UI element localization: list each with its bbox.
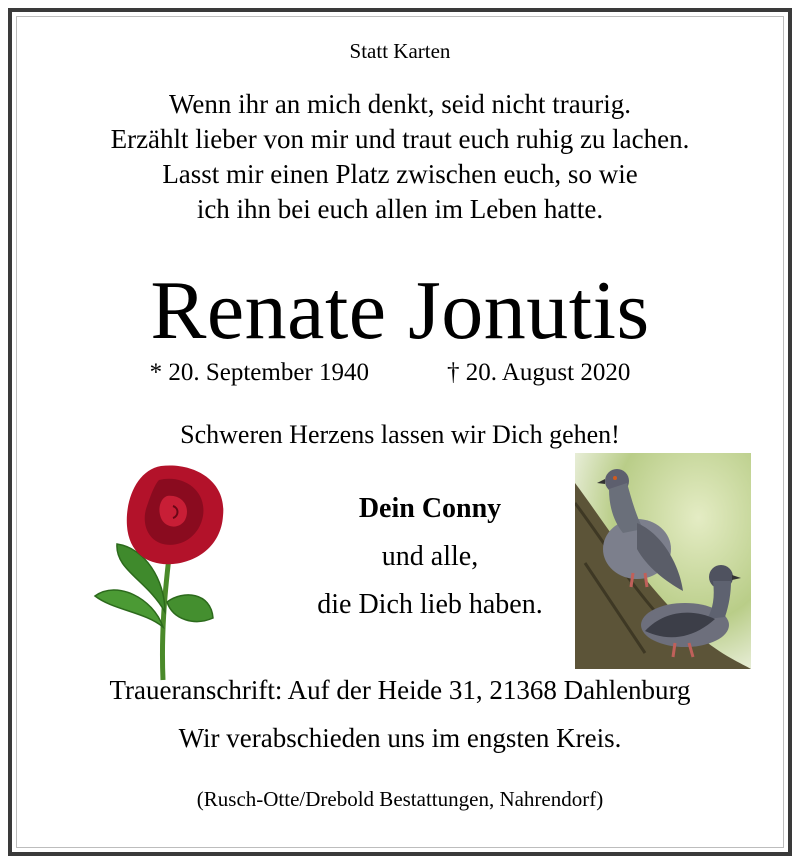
poem-line: Wenn ihr an mich denkt, seid nicht traurig. [169,89,631,119]
mourning-address: Traueranschrift: Auf der Heide 31, 21368 Dahlenburg [109,675,691,705]
inner-frame [16,16,784,848]
farewell-note: Wir verabschieden uns im engsten Kreis. [178,723,622,753]
death-date: † 20. August 2020 [447,359,631,386]
birth-date: * 20. September 1940 [149,359,369,386]
poem-line: Lasst mir einen Platz zwischen euch, so wie [162,159,638,189]
undertaker-credit: (Rusch-Otte/Drebold Bestattungen, Nahrendorf) [196,787,604,811]
poem-line: ich ihn bei euch allen im Leben hatte. [196,194,604,224]
poem-line: Erzählt lieber von mir und traut euch ruhig zu lachen. [110,124,690,154]
deceased-name: Renate Jonutis [150,264,650,357]
header-text: Statt Karten [349,39,451,63]
motto: Schweren Herzens lassen wir Dich gehen! [180,420,620,449]
signature-name: Dein Conny [358,493,502,524]
obituary-notice [8,8,792,856]
signature-line-1: und alle, [381,541,479,572]
pigeons-photo [575,453,751,669]
poem [17,87,783,227]
signature-line-2: die Dich lieb haben. [317,589,543,620]
